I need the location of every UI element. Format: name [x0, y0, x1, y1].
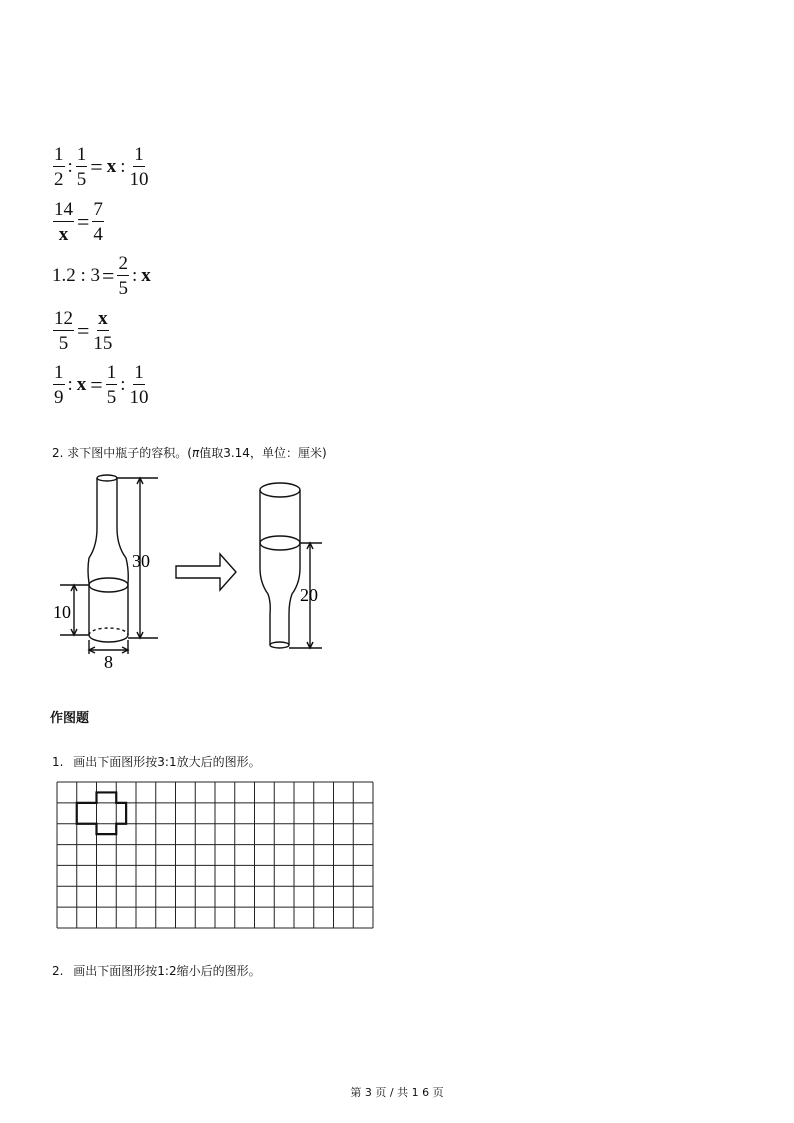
fraction: $\frac{1}{10}$ — [129, 362, 149, 408]
drawing-grid[interactable] — [56, 781, 374, 929]
page-footer: 第 3 页 / 共 1 6 页 — [350, 1086, 444, 1099]
equation-2: $\frac{14}{x}$ = $\frac{7}{4}$ — [54, 199, 103, 245]
dimension-label-8: 8 — [104, 652, 113, 672]
fraction: $\frac{1}{5}$ — [76, 144, 87, 190]
fraction: $\frac{1}{2}$ — [54, 144, 64, 190]
bottle-figure — [40, 468, 380, 678]
section-title: 作图题 — [50, 711, 90, 726]
draw-question-1: 1. 画出下面图形按3:1放大后的图形。 — [52, 755, 261, 769]
fraction: $\frac{2}{5}$ — [118, 253, 128, 299]
equation-1: $\frac{1}{2}$ : $\frac{1}{5}$ = x : $\frac{1}{10}$ — [54, 144, 149, 190]
draw-question-2: 2. 画出下面图形按1:2缩小后的图形。 — [52, 964, 261, 978]
cross-shape-outline — [77, 792, 126, 834]
fraction: $\frac{1}{10}$ — [129, 144, 149, 190]
equation-5: $\frac{1}{9}$ : x = $\frac{1}{5}$ : $\frac{1}{10}$ — [54, 362, 149, 408]
equation-4: $\frac{12}{5}$ = $\frac{x}{15}$ — [54, 308, 113, 354]
fraction: $\frac{12}{5}$ — [54, 308, 73, 354]
fraction: $\frac{7}{4}$ — [93, 199, 103, 245]
fraction: $\frac{1}{5}$ — [106, 362, 117, 408]
dimension-label-10: 10 — [53, 602, 71, 622]
dimension-label-20: 20 — [300, 585, 318, 605]
fraction: $\frac{14}{x}$ — [54, 199, 73, 245]
question-2: 2. 求下图中瓶子的容积。(π值取3.14，单位：厘米) — [52, 446, 327, 460]
dimension-label-30: 30 — [132, 551, 150, 571]
fraction: $\frac{1}{9}$ — [54, 362, 64, 408]
equation-3: 1.2 : 3 = $\frac{2}{5}$ : x — [52, 253, 151, 299]
fraction: $\frac{x}{15}$ — [93, 308, 113, 354]
